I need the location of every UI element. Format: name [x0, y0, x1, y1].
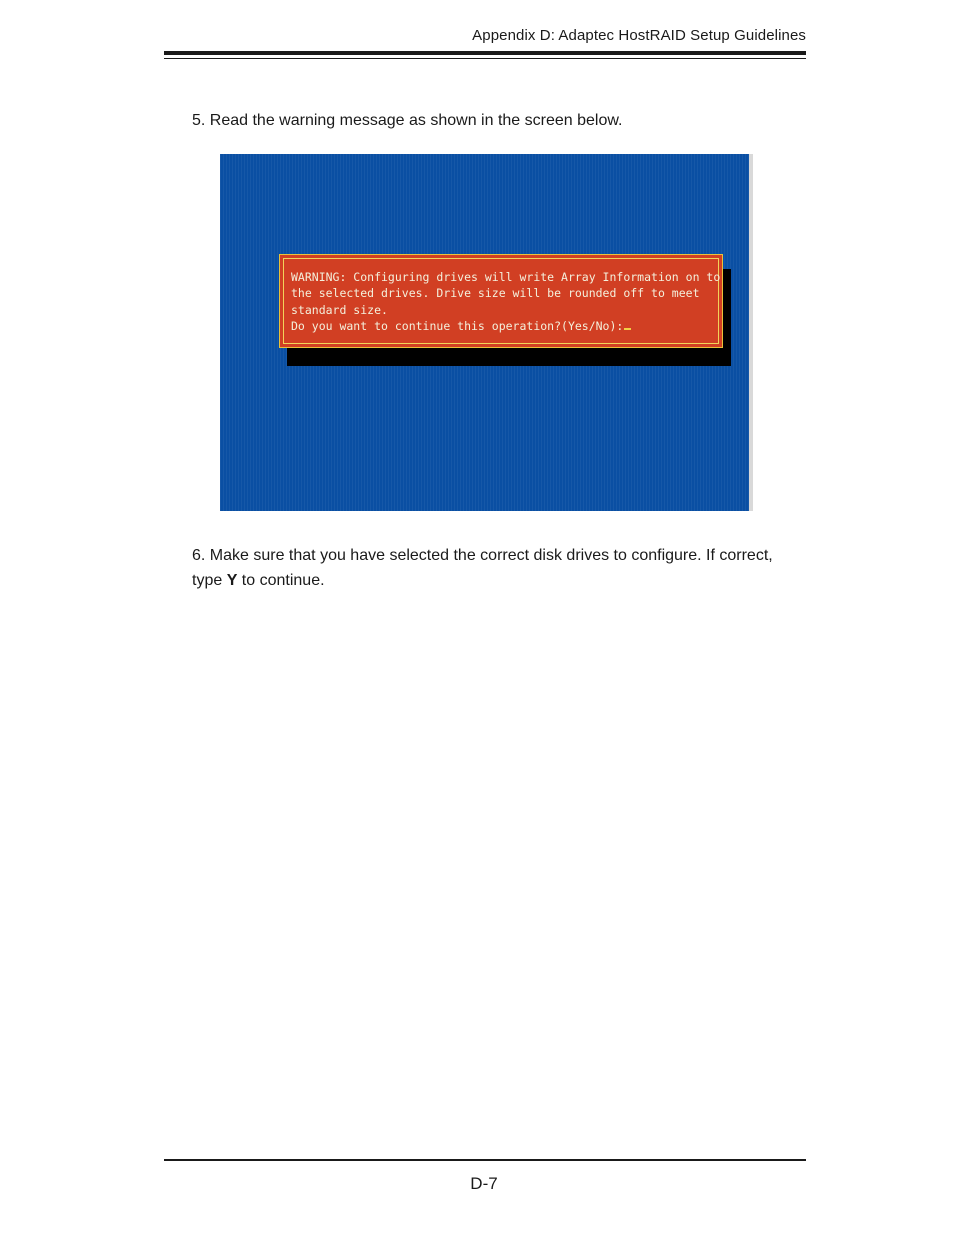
warning-message [291, 269, 720, 334]
text-cursor [624, 328, 631, 330]
warning-dialog [279, 254, 723, 348]
warning-prompt: Do you want to continue this operation?(Yes/No): [291, 318, 624, 333]
header-rule-thin [164, 58, 806, 59]
step-6-before: 6. Make sure that you have selected the correct disk drives to configure. If correct, type [192, 547, 773, 589]
warning-line-2: the selected drives. Drive size will be rounded off to meet [291, 286, 700, 301]
step-5-text: 5. Read the warning message as shown in the screen below. [192, 112, 623, 129]
footer-rule [164, 1159, 806, 1161]
screenshot-edge [749, 154, 753, 511]
warning-line-3: standard size. [291, 302, 388, 317]
header-rule-thick [164, 51, 806, 55]
step-6-key: Y [226, 572, 238, 589]
page-number: D-7 [470, 1174, 498, 1193]
warning-line-1: WARNING: Configuring drives will write Array Information on to [291, 270, 721, 284]
running-header: Appendix D: Adaptec HostRAID Setup Guidelines [472, 27, 806, 44]
step-6-text [192, 543, 806, 593]
step-6-after: to continue. [237, 572, 325, 589]
